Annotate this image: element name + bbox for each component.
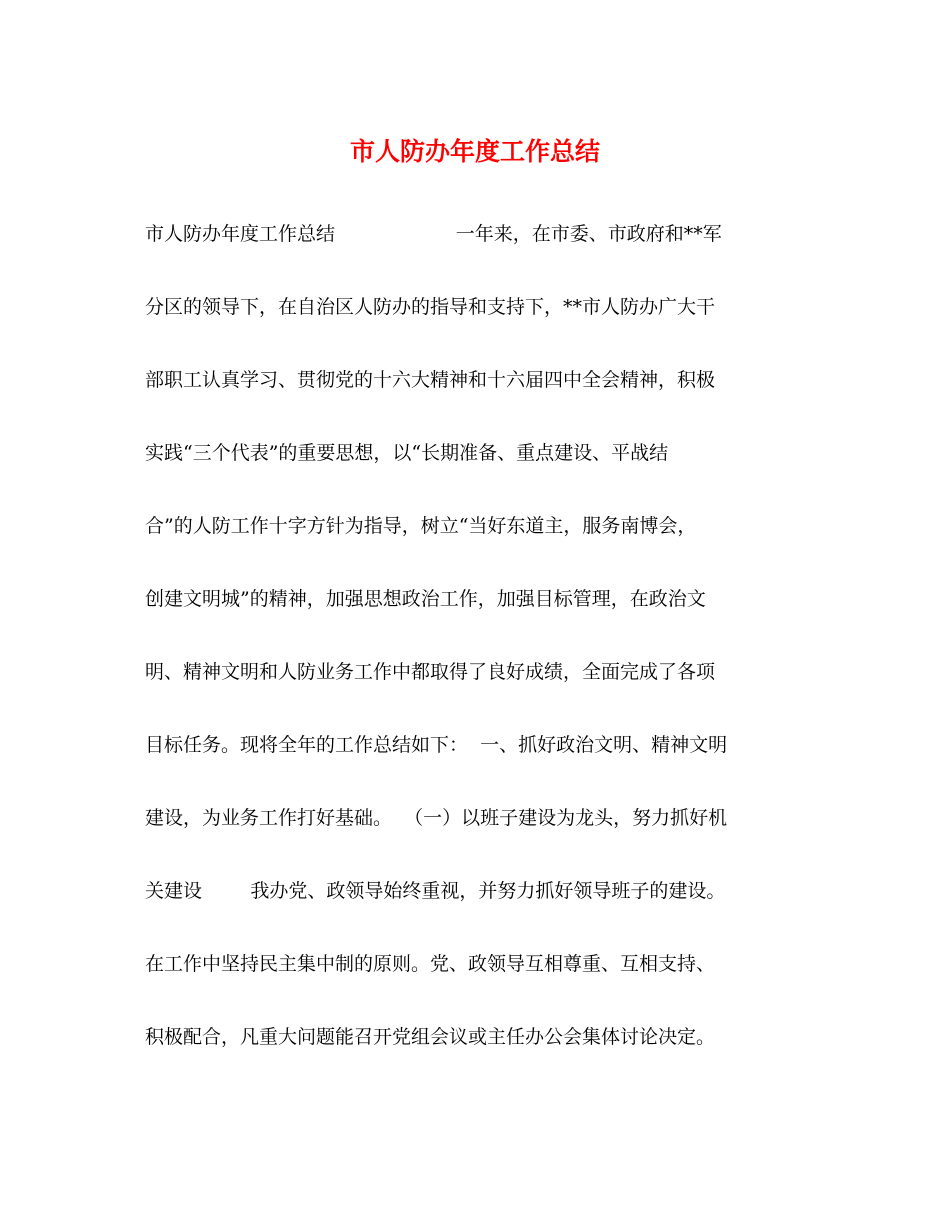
body-line-7: 明、精神文明和人防业务工作中都取得了良好成绩，全面完成了各项 [145, 661, 716, 683]
body-line-1: 市人防办年度工作总结 一年来，在市委、市政府和**军 [145, 223, 722, 245]
body-line-8: 目标任务。现将全年的工作总结如下： 一、抓好政治文明、精神文明 [145, 734, 728, 756]
body-line-11: 在工作中坚持民主集中制的原则。党、政领导互相尊重、互相支持、 [145, 953, 716, 975]
body-line-6: 创建文明城”的精神，加强思想政治工作，加强目标管理，在政治文 [145, 588, 706, 610]
document-title: 市人防办年度工作总结 [349, 137, 600, 166]
body-line-12: 积极配合，凡重大问题能召开党组会议或主任办公会集体讨论决定。 [145, 1026, 716, 1048]
body-line-10: 关建设 我办党、政领导始终重视，并努力抓好领导班子的建设。 [145, 880, 726, 902]
body-line-9: 建设，为业务工作打好基础。 （一）以班子建设为龙头，努力抓好机 [145, 807, 728, 829]
body-line-3: 部职工认真学习、贯彻党的十六大精神和十六届四中全会精神，积极 [145, 369, 716, 391]
body-line-5: 合”的人防工作十字方针为指导，树立“当好东道主，服务南博会， [145, 515, 697, 537]
body-line-4: 实践“三个代表”的重要思想，以“长期准备、重点建设、平战结 [145, 442, 669, 464]
body-line-2: 分区的领导下，在自治区人防办的指导和支持下，**市人防办广大干 [145, 296, 716, 318]
